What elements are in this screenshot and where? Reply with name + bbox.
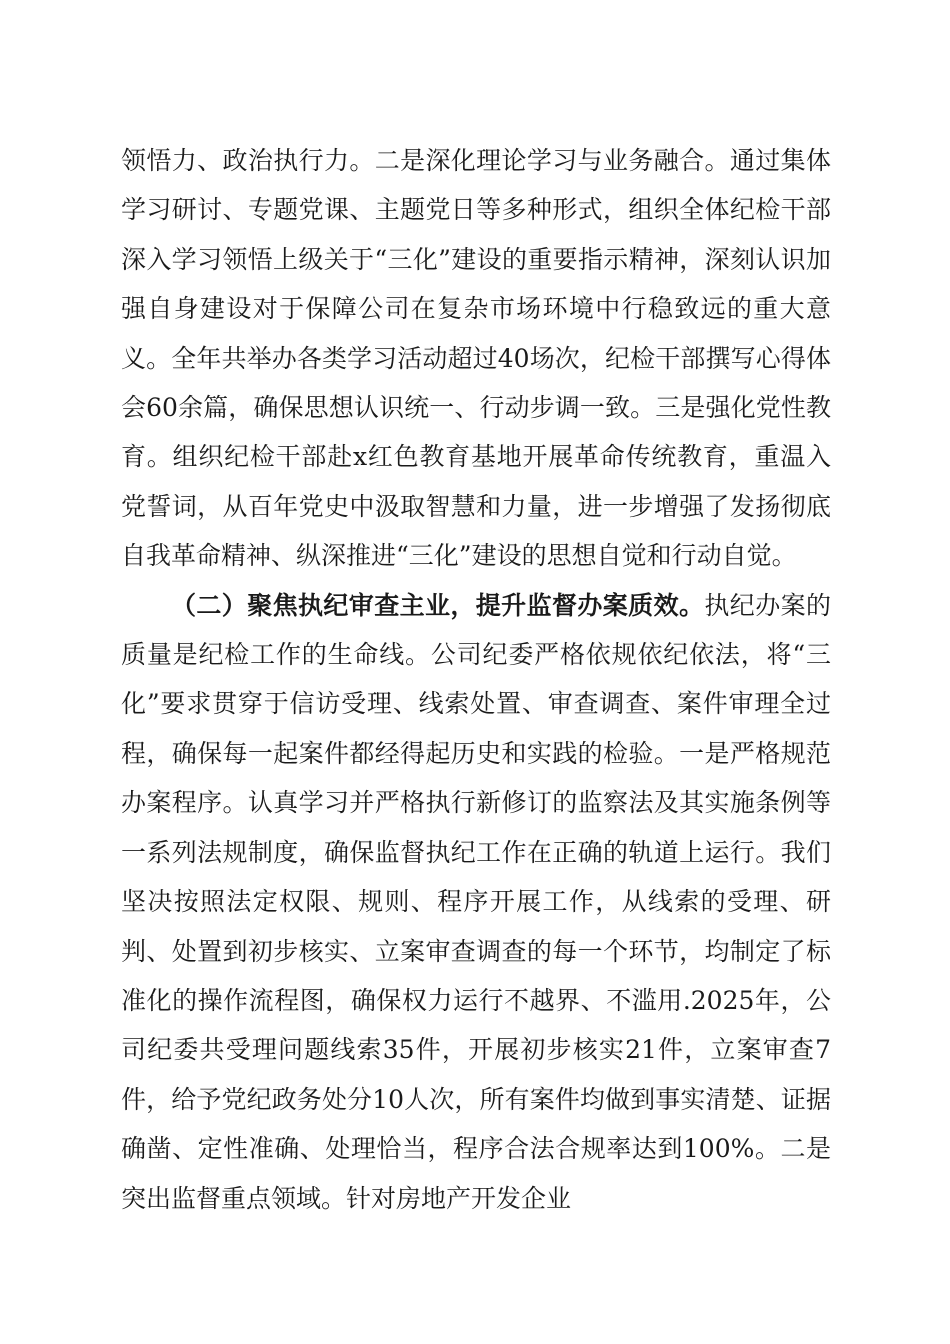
paragraph-section-two [121,581,831,1223]
paragraph-continued: 领悟力、政治执行力。二是深化理论学习与业务融合。通过集体学习研讨、专题党课、主题党日等多种形式，组织全体纪检干部深入学习领悟上级关于“三化”建设的重要指示精神，深刻认识加强自身建设对于保障公司在复杂市场环境中行稳致远的重大意义。全年共举办各类学习活动超过40场次，纪检干部撰写心得体会60余篇，确保思想认识统一、行动步调一致。三是强化党性教育。组织纪检干部赴x红色教育基地开展革命传统教育，重温入党誓词，从百年党史中汲取智慧和力量，进一步增强了发扬彻底自我革命精神、纵深推进“三化”建设的思想自觉和行动自觉。 [121,146,831,571]
document-body [121,136,831,1223]
section-body: 执纪办案的质量是纪检工作的生命线。公司纪委严格依规依纪依法，将“三化”要求贯穿于信访受理、线索处置、审查调查、案件审理全过程，确保每一起案件都经得起历史和实践的检验。一是严格规范办案程序。认真学习并严格执行新修订的监察法及其实施条例等一系列法规制度，确保监督执纪工作在正确的轨道上运行。我们坚决按照法定权限、规则、程序开展工作，从线索的受理、研判、处置到初步核实、立案审查调查的每一个环节，均制定了标准化的操作流程图，确保权力运行不越界、不滥用.2025年，公司纪委共受理问题线索35件，开展初步核实21件，立案审查7件，给予党纪政务处分10人次，所有案件均做到事实清楚、证据确凿、定性准确、处理恰当，程序合法合规率达到100%。二是突出监督重点领域。针对房地产开发企业 [121,590,831,1213]
section-heading: （二）聚焦执纪审查主业，提升监督办案质效。 [171,590,705,620]
